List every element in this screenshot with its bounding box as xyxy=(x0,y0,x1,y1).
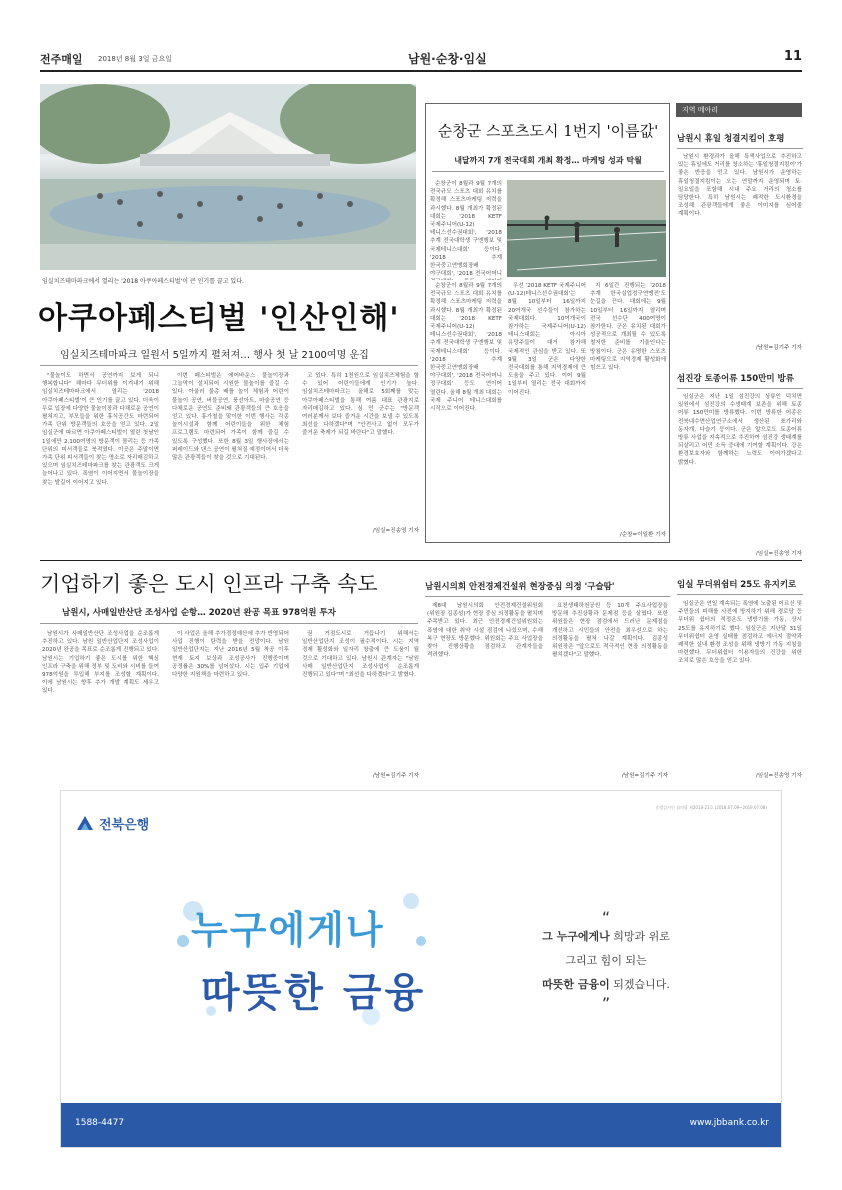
lead-sub-rule xyxy=(40,365,418,366)
bank-name: 전북은행 xyxy=(99,817,150,833)
lead-subhead: 임실치즈테마파크 일원서 5일까지 펼쳐져… 행사 첫 날 2100여명 운집 xyxy=(60,350,369,361)
council-headline: 남원시의회 안전경제건설위 현장중심 의정 '구슬땀' xyxy=(425,582,615,592)
masthead-rule xyxy=(40,70,802,72)
message-rest-1: 희망과 위로 xyxy=(609,930,670,943)
council-col2-text: 요천생태하천공원 등 10개 주요사업장을 방문해 추진상황과 문제점 등을 살폈다. 또한 위원들은 현장 점검에서 드러난 문제점을 개선하고 시민들의 안전을 최우선으로 하는 의정활동을 펼쳐 나갈 계획이다. 김종성 위원장은 "앞으로도 적극적인 현장 의정활동을 펼치겠다"고 말했다. xyxy=(552,603,668,659)
slogan-line-2: 따뜻한 금융 xyxy=(201,969,427,1016)
side-a3-text: 임실군은 연일 계속되는 폭염에 노출된 어르신 및 주민들의 피해를 사전에 방지하기 위해 경로당 등 무더위 쉼터의 적정온도 냉방기를 가동, 상시 25도를 유지하기로 했다. 임실군은 지난달 31일 무더위쉼터 운영 실태를 점검하고 에너지 절약과 쾌적한 실내 환경 조성을 위해 냉방기 가동 지침을 마련했다. 무더위쉼터 이용자들의 건강을 위한 조치로 많은 호응을 얻고 있다. xyxy=(678,601,802,665)
side-a1-rule xyxy=(677,148,803,149)
side-a2-body xyxy=(678,393,802,548)
bank-logo xyxy=(75,813,149,833)
side-a3-body xyxy=(678,600,802,766)
sports-col1b-text: 순창군이 8월과 9월 7개의 전국규모 스포츠 대회 유치를 확정해 스포츠마케팅 저력을 과시했다. 8월 개최가 확정된 대회는 '2018 KETF 국제주니어(U-12)테니스선수권대회', '2018 추계 전국대학생 구엔행보 및 국제테니스대회' 등이다. '2018 추계 한국중고연맹회장배 야구대회', '2018 전국어머니 정구대회' 등도 연이어 열린다. 올해 8월 개최 대회는 국제 주니어 테니스대회를 시작으로 이어진다. xyxy=(430,283,502,413)
issue-date: 2018년 8월 3일 금요일 xyxy=(98,55,172,63)
council-body-col2 xyxy=(552,602,668,768)
ad-footer-bar xyxy=(61,1103,782,1147)
side-a2-text: 임실군은 지난 1일 섬진강의 상류인 덕치면 일원에서 섬진강의 수생태계 보존을 위해 토종 어류 150만미를 방류했다. 이번 방류한 어종은 전북내수면산업연구소에서 생산된 쏘가리와 동자개, 다슬기 등이다. 군은 앞으로도 토종어류 방류 사업을 지속적으로 추진하여 섬진강 생태계를 되살리고 어민 소득 증대에 기여할 계획이다. 강은 환경보호자와 함께하는 노력도 이어가겠다고 밝혔다. xyxy=(678,394,802,466)
sports-sub-rule xyxy=(432,171,664,172)
message-line-2: 그리고 힘이 되는 xyxy=(565,954,647,967)
sports-body-col1 xyxy=(430,180,502,280)
quote-close: ” xyxy=(601,994,611,1013)
sports-headline: 순창군 스포츠도시 1번지 '이름값' xyxy=(437,122,659,140)
bottom-section-rule xyxy=(40,560,802,561)
council-body-col1 xyxy=(427,602,543,778)
bank-logo-icon xyxy=(75,814,95,832)
side-a3-headline: 임실 무더위쉼터 25도 유지키로 xyxy=(677,580,797,590)
side-a1-byline: /남원=김기주 기자 xyxy=(755,345,802,351)
quote-open: “ xyxy=(601,908,611,927)
lead-body-col2 xyxy=(172,372,289,534)
sports-photo xyxy=(507,180,666,277)
slogan-line-1: 누구에게나 xyxy=(191,907,385,952)
bottom-headline: 기업하기 좋은 도시 인프라 구축 속도 xyxy=(40,572,378,596)
bottom-byline: /남원=김기주 기자 xyxy=(372,773,419,779)
bottom-col1-text: 남원시가 사매일반산단 조성사업을 순조롭게 추진하고 있다. 남원 일반산업단지 조성사업이 2020년 완공을 목표로 순조롭게 진행되고 있다. 남원시는 기업하기 좋은 도시를 위한 핵심 인프라 구축을 위해 정부 및 도비와 시비를 들여 978억원을 투입해 부지를 조성할 계획이다. 이에 남원시는 향후 추가 개발 계획도 세우고 있다. xyxy=(42,631,159,695)
side-a1-body xyxy=(678,153,802,333)
council-rule xyxy=(425,596,670,597)
lead-byline: /임실=진송영 기자 xyxy=(372,528,419,534)
bank-ad xyxy=(60,790,782,1148)
side-a2-headline: 섬진강 토종어류 150만미 방류 xyxy=(677,374,794,384)
sports-body-col2 xyxy=(508,282,586,538)
sports-col2-text: 우선 '2018 KETF 국제주니어(U-12)테니스선수권대회'는 8월 10일부터 16일까지 20여개국 선수들이 참가하는 국제대회다. 10여개국이 참가하는 국제주니어(U-12)테니스대회는 아시아 유망주들이 대거 참가해 국제적인 관심을 받고 있다. 또 9월 3일 군은 다양한 전국대회를 통해 지역경제에 큰 도움을 주고 있다. 이어 9월 1일부터 열리는 전국 대회까지 이어진다. xyxy=(508,283,586,396)
bottom-subhead: 남원시, 사매일반산단 조성사업 순항… 2020년 완공 목표 978억원 투자 xyxy=(62,608,336,618)
sports-byline: /순창=이일환 기자 xyxy=(619,532,666,538)
side-a1-headline: 남원시 휴일 청결지킴이 호평 xyxy=(677,134,785,144)
ad-fine-print: 준법감시인 심의필 제2018-21호 (2018.07.09~2019.07.08) xyxy=(655,805,767,810)
lead-body-col3 xyxy=(302,372,419,522)
section-title: 남원·순창·임실 xyxy=(408,52,487,66)
sidebar-tag-label: 지역 메아리 xyxy=(682,106,719,114)
sports-body-col4 xyxy=(590,282,666,526)
bottom-body-col2 xyxy=(172,630,289,778)
message-line-1 xyxy=(481,925,731,949)
sports-body-col3 xyxy=(430,282,502,538)
side-a1-text: 남원시 환경과가 올해 특색사업으로 추진하고 있는 휴일에도 거리를 청소하는 '휴일청결지킴이'가 좋은 반응을 얻고 있다. 남원시가 운영하는 휴일청결지킴이는 오는 연말까지 운영되며 토·일요일을 포함해 시내 주요 거리의 청소를 담당한다. 특히 남원시는 쾌적한 도시환경을 조성해 관광객들에게 좋은 이미지를 심어줄 계획이다. xyxy=(678,154,802,218)
lead-col3-text: 고 있다. 특히 1천원으로 임실치즈체험을 할 수 있어 어린이들에게 인기가 높다. 임실치즈테마파크는 올해로 5회째를 맞는 아쿠아페스티벌을 통해 여름 대표 관광지로 자리매김하고 있다. 심 민 군수는 "방문객 여러분께서 보다 즐거운 시간을 보낼 수 있도록 최선을 다하겠다"며 "안전사고 없이 모두가 즐거운 축제가 되길 바란다"고 말했다. xyxy=(302,373,419,437)
ad-website: www.jbbank.co.kr xyxy=(689,1118,769,1128)
masthead xyxy=(40,48,802,70)
sports-col1-text: 순창군이 8월과 9월 7개의 전국규모 스포츠 대회 유치를 확정해 스포츠마케팅 저력을 과시했다. 8월 개최가 확정된 대회는 '2018 KETF 국제주니어(U-12)테니스선수권대회', '2018 추계 전국대학생 구엔행보 및 국제테니스대회' 등이다. '2018 추계 한국중고연맹회장배 야구대회', '2018 전국어머니 xyxy=(430,181,502,278)
side-a2-rule xyxy=(677,388,803,389)
council-byline: /남원=김기주 기자 xyxy=(621,773,668,779)
sports-subhead: 내달까지 7개 전국대회 개최 확정… 마케팅 성과 탁월 xyxy=(454,156,642,165)
bottom-body-col1 xyxy=(42,630,159,778)
sports-col3-text: 지 6일간 진행되는 '2018 추계 한국실업정구연맹전'도 눈길을 끈다. 대회에는 9월 10일부터 16일까지 열리며 전국 선수단 400여명이 참가한다. 군은 유치된 대회가 성공적으로 개최될 수 있도록 철저한 준비를 기울인다는 방침이다. 군은 유명한 스포츠 마케팅으로 지역경제 활성화에 힘쓰고 있다. xyxy=(590,283,666,372)
side-a2-byline: /임실=진송영 기자 xyxy=(755,551,802,557)
ad-message xyxy=(481,908,731,1013)
lead-body-col1 xyxy=(42,372,159,534)
message-bold-1: 그 누구에게나 xyxy=(542,930,610,943)
bottom-sub-rule xyxy=(40,623,418,624)
page-number: 11 xyxy=(783,49,802,64)
lead-headline: 아쿠아페스티벌 '인산인해' xyxy=(38,301,400,336)
sidebar-tag xyxy=(676,103,802,117)
bottom-col3-text: 권 거점도시로 거듭나기 위해서는 일반산업단지 조성이 필수적이다. 시는 지역 경제 활성화와 일자리 창출에 큰 도움이 될 것으로 기대하고 있다. 남원시 관계자는 "남원 사매 일반산업단지 조성사업이 순조롭게 진행되고 있다"며 "최선을 다하겠다"고 밝혔다. xyxy=(302,631,419,679)
lead-col1-text: "물놀이도 하면서 공연까지 보게 되니 행복합니다" 해마다 무더위를 이겨내기 위해 임실치즈테마파크에서 열리는 '2018 아쿠아페스티벌'이 큰 인기를 끌고 있다. 더욱이 무료 입장에 다양한 물놀이장과 다채로운 공연이 펼쳐지고, 부모들을 위한 휴식공간도 마련되어 가족 단위 방문객들의 호응을 얻고 있다. 2일 임실군에 따르면 아쿠아페스티벌이 열린 첫날인 1일에만 2,100여명의 방문객이 몰리는 등 가족 단위의 피서객들로 북적였다. 이곳은 주말이면 가족 단위 피서객들이 찾는 명소로 자리매김하고 있으며 임실치즈테마파크를 찾는 관광객도 크게 늘어나고 있다. 폭염이 이어지면서 물놀이장을 찾는 발길이 이어지고 있다. xyxy=(42,373,159,486)
ad-slogan xyxy=(171,881,431,1031)
council-col1-text: 제8대 남원시의회 안전경제건설위원회(위원장 김종성)가 현장 중심 의정활동을 펼치며 주목받고 있다. 최근 안전경제건설위원회는 폭염에 대한 취약 시설 점검에 나섰으며, 수해 복구 현장도 방문했다. 위원회는 주요 사업장을 찾아 진행상황을 점검하고 관계자들을 격려했다. xyxy=(427,603,543,659)
bottom-col2-text: 이 사업은 올해 추가경정예산에 추가 반영되어 사업 진행이 탄력을 받을 전망이다. 남원 일반산업단지는 지난 2016년 5월 착공 이후 현재 토지 보상과 조성공사가 진행중이며 공정률은 30%를 넘어섰다. 시는 입주 기업에 다양한 지원책을 마련하고 있다. xyxy=(172,631,289,679)
bottom-body-col3 xyxy=(302,630,419,770)
lead-col2-text: 이번 페스티벌은 에어바운스 물놀이장과 그늘막이 설치되어 시원한 물놀이를 즐길 수 있다. 아울러 물총 배틀 놀이 체험과 어린이 물놀이 공연, 버블공연, 풍선아트, 마술공연 등 다채로운 공연도 준비돼 관광객들의 큰 호응을 얻고 있다. 휴가철을 맞이한 이번 행사는 각종 놀이시설과 함께 어린이들을 위한 체험 프로그램도 마련되어 가족이 함께 즐길 수 있도록 구성했다. 또한 8월 3일 행사장에서는 퍼레이드와 댄스 공연이 펼쳐질 예정이어서 더욱 많은 관광객들이 찾을 것으로 기대된다. xyxy=(172,373,289,462)
side-a3-rule xyxy=(677,594,803,595)
message-rest-3: 되겠습니다. xyxy=(609,978,670,991)
side-a3-byline: /임실=진송영 기자 xyxy=(755,773,802,779)
ad-phone: 1588-4477 xyxy=(75,1118,125,1128)
message-bold-2: 따뜻한 금융이 xyxy=(542,978,610,991)
lead-photo xyxy=(40,84,416,270)
photo-caption: 임실치즈테마파크에서 열리는 '2018 아쿠아페스티벌'이 큰 인기를 끌고 있다. xyxy=(42,278,244,285)
paper-name: 전주매일 xyxy=(40,53,83,66)
